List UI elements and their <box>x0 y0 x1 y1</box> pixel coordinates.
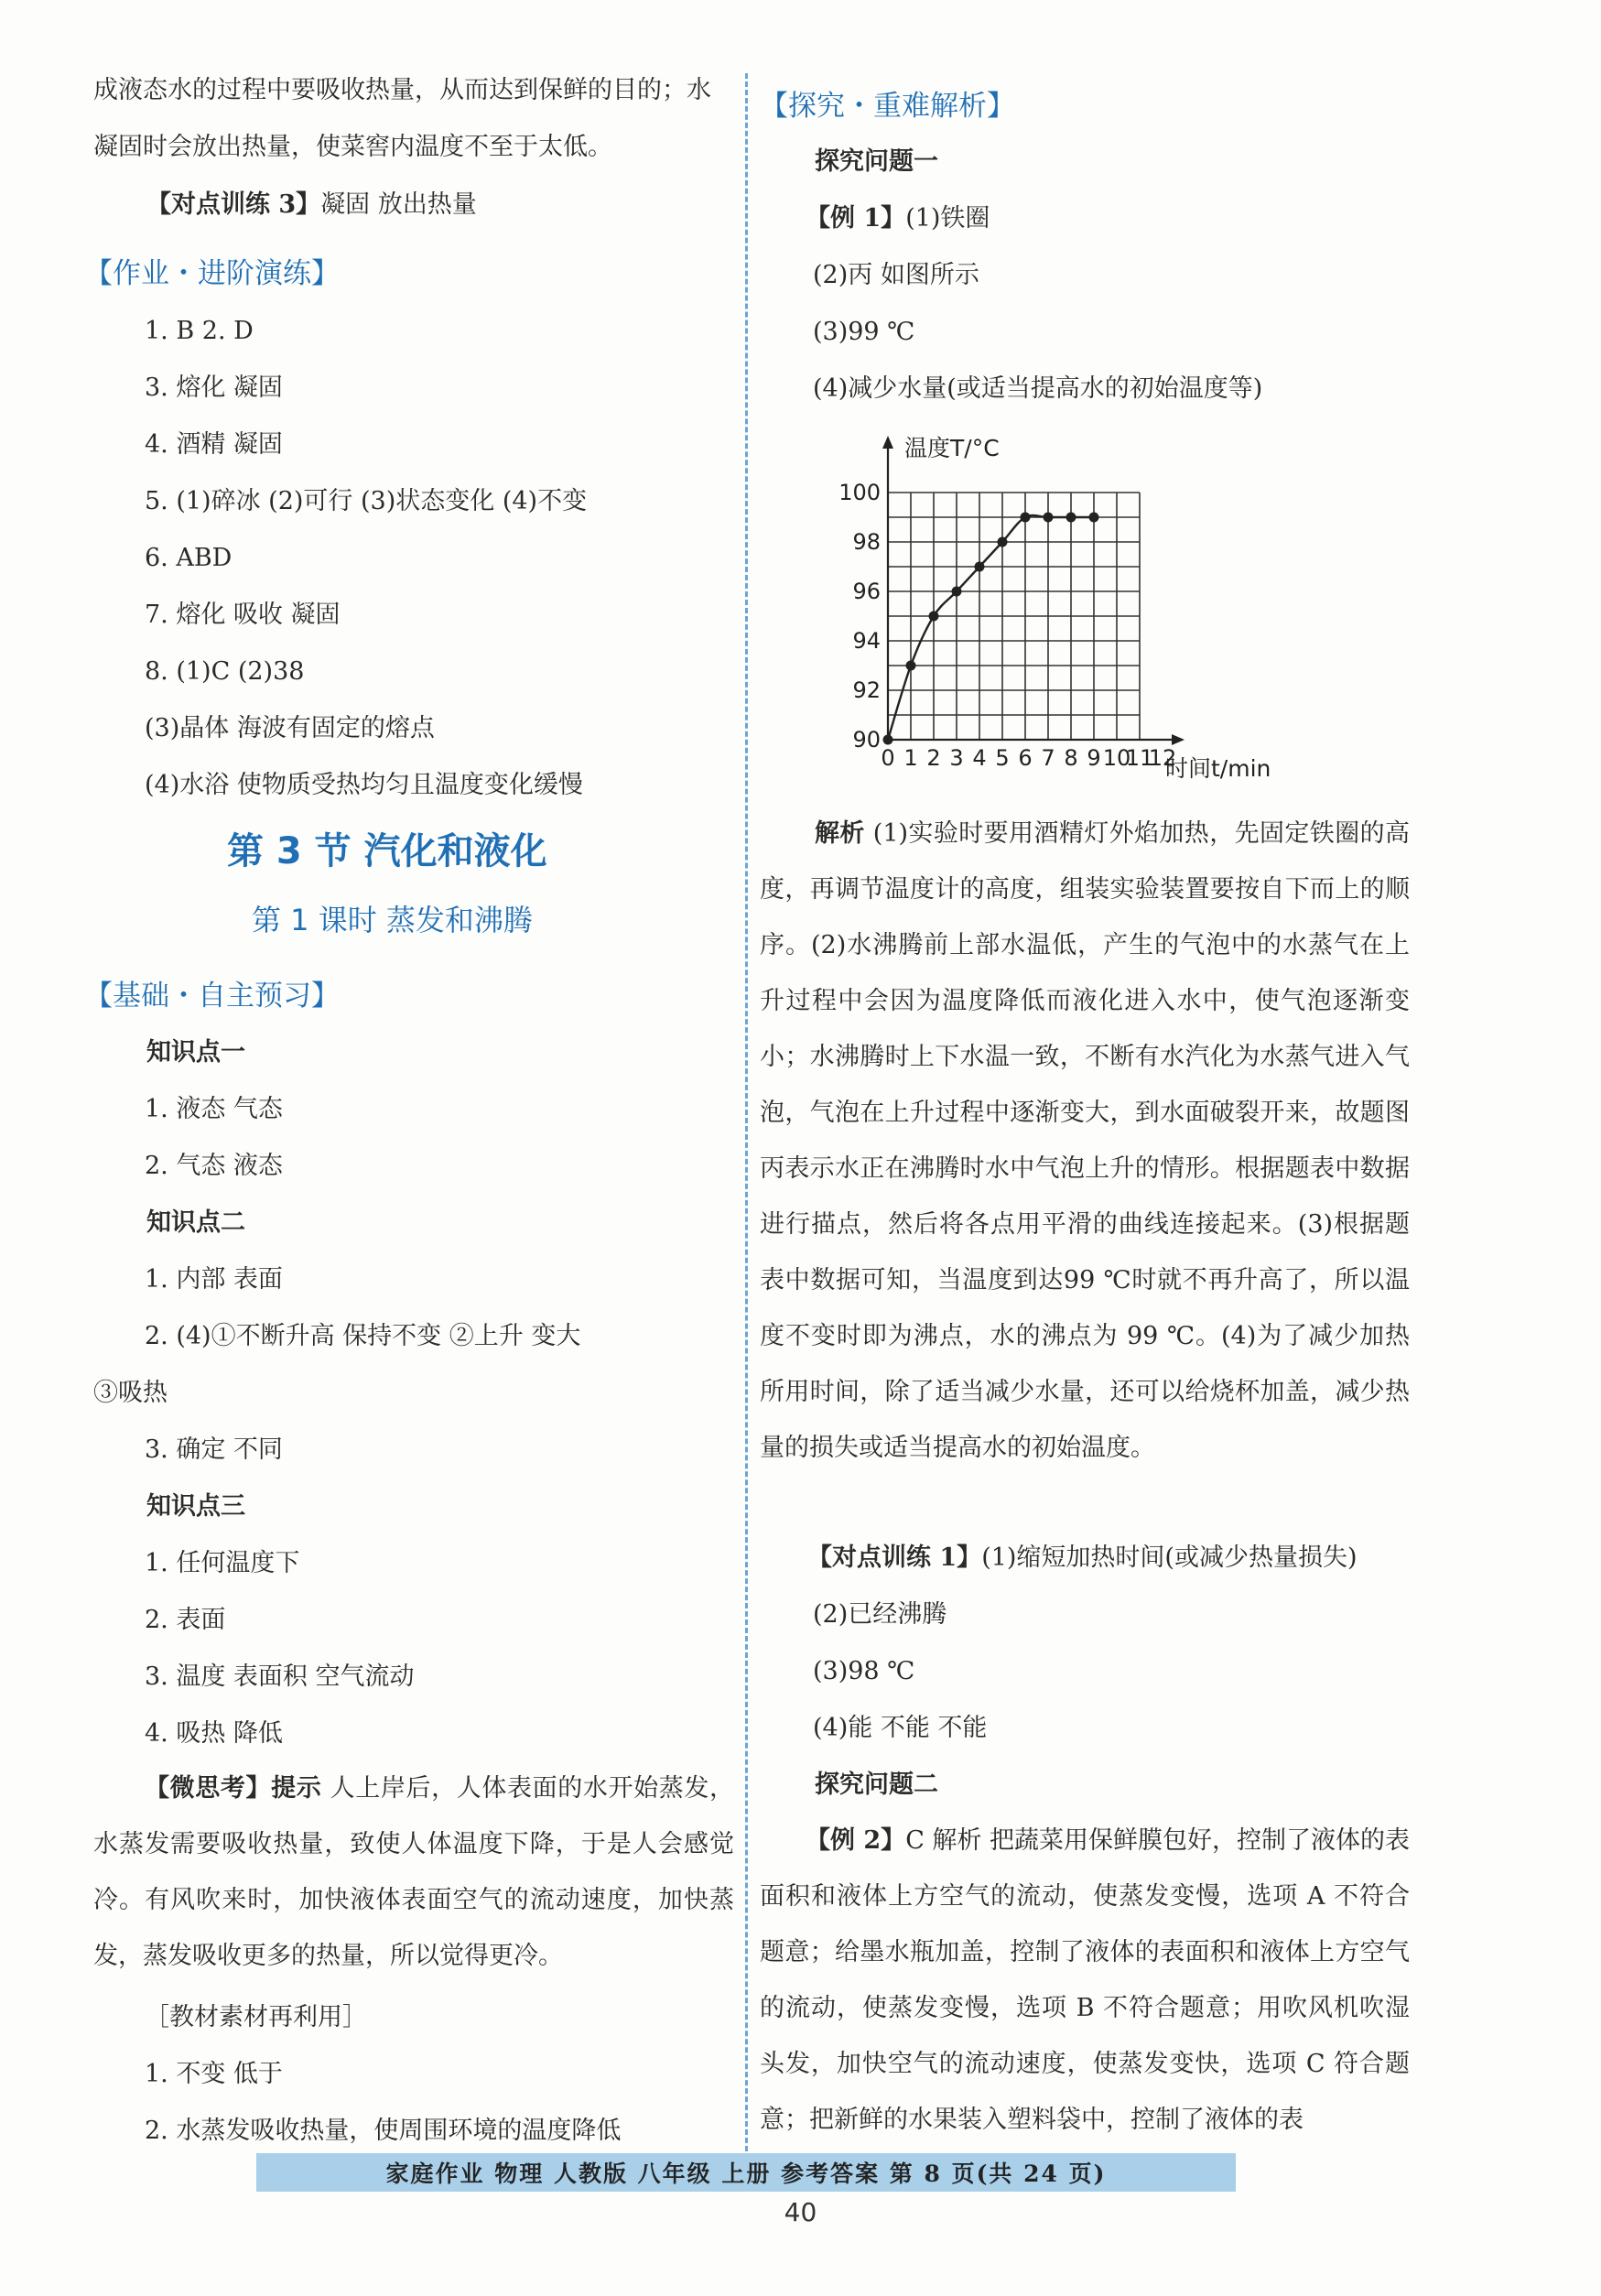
example-1-label: 【例 1】 <box>806 204 906 233</box>
kp-answer: 1. 内部 表面 <box>145 1265 283 1294</box>
x-tick-label: 8 <box>1064 745 1078 771</box>
training-1-answer: (2)已经沸腾 <box>813 1600 947 1629</box>
training-1-answer: (3)98 ℃ <box>813 1657 915 1685</box>
data-point <box>1021 513 1031 523</box>
data-point <box>1066 513 1076 523</box>
knowledge-point-1: 知识点一 <box>146 1038 245 1067</box>
lesson-title: 第 1 课时 蒸发和沸腾 <box>252 903 533 937</box>
knowledge-point-2: 知识点二 <box>146 1208 245 1237</box>
y-tick-label: 92 <box>852 677 881 703</box>
think-paragraph <box>93 1760 734 1984</box>
hw-answer: 3. 熔化 凝固 <box>145 374 283 402</box>
x-tick-label: 6 <box>1018 745 1033 771</box>
kp-answer: 1. 液态 气态 <box>145 1095 283 1123</box>
hw-answer: 5. (1)碎冰 (2)可行 (3)状态变化 (4)不变 <box>145 487 588 515</box>
training-1 <box>807 1543 1358 1574</box>
x-tick-label: 2 <box>926 745 941 771</box>
kp-answer: 4. 吸热 降低 <box>145 1719 283 1748</box>
kp-answer: 3. 温度 表面积 空气流动 <box>145 1662 415 1691</box>
example-1-answer: (1)铁圈 <box>905 204 990 233</box>
y-tick-label: 90 <box>852 727 881 753</box>
page-number: 40 <box>784 2197 817 2227</box>
analysis-label: 解析 <box>815 819 865 848</box>
kp-answer: 3. 确定 不同 <box>145 1435 283 1464</box>
x-axis-arrow <box>1172 734 1185 745</box>
chart-series <box>883 513 1099 745</box>
example-1-answer: (2)丙 如图所示 <box>813 261 979 289</box>
x-tick-label: 1 <box>903 745 918 771</box>
x-axis-label: 时间t/min <box>1165 755 1271 782</box>
hw-answer: 8. (1)C (2)38 <box>145 657 305 686</box>
training-3-answer: 凝固 放出热量 <box>320 190 477 219</box>
data-point <box>929 612 939 622</box>
knowledge-point-3: 知识点三 <box>146 1492 245 1521</box>
section-title: 第 3 节 汽化和液化 <box>227 830 547 872</box>
training-1-answer: (4)能 不能 不能 <box>813 1714 988 1742</box>
x-tick-label: 5 <box>995 745 1010 771</box>
boiling-temperature-chart <box>838 430 1271 787</box>
kp-answer: 1. 任何温度下 <box>145 1549 300 1577</box>
y-tick-label: 100 <box>838 480 881 505</box>
reuse-heading: ［教材素材再利用］ <box>145 2003 367 2031</box>
chart-ticks <box>838 480 1176 771</box>
example-1-answer: (3)99 ℃ <box>813 318 915 346</box>
hw-answer: 1. B 2. D <box>145 317 254 345</box>
preview-heading: 【基础・自主预习】 <box>84 980 340 1013</box>
data-point <box>998 537 1008 547</box>
data-point <box>975 562 985 572</box>
hw-answer: 7. 熔化 吸收 凝固 <box>145 601 341 629</box>
kp-answer: 2. 气态 液态 <box>145 1152 283 1180</box>
series-line <box>888 515 1094 740</box>
y-tick-label: 94 <box>852 628 881 654</box>
analysis-paragraph <box>760 806 1410 1476</box>
training-3 <box>146 190 477 221</box>
data-point <box>883 735 893 745</box>
x-tick-label: 11 <box>1125 745 1154 771</box>
example-2-paragraph <box>760 1813 1410 2148</box>
hw-answer: (4)水浴 使物质受热均匀且温度变化缓慢 <box>145 771 583 799</box>
y-axis-label: 温度T/°C <box>904 435 1000 461</box>
data-point <box>1044 513 1054 523</box>
kp-answer: ③吸热 <box>93 1379 168 1407</box>
data-point <box>952 587 962 597</box>
explore-heading: 【探究・重难解析】 <box>760 90 1015 123</box>
y-axis-arrow <box>882 436 893 449</box>
y-tick-label: 96 <box>852 579 881 604</box>
example-2-label: 【例 2】 <box>806 1826 906 1855</box>
kp-answer: 2. 表面 <box>145 1606 226 1634</box>
training-1-answer: (1)缩短加热时间(或减少热量损失) <box>981 1543 1358 1572</box>
x-tick-label: 9 <box>1087 745 1101 771</box>
x-tick-label: 10 <box>1102 745 1131 771</box>
explore-question-1: 探究问题一 <box>815 147 938 176</box>
reuse-answer: 2. 水蒸发吸收热量，使周围环境的温度降低 <box>145 2117 622 2145</box>
x-tick-label: 3 <box>949 745 964 771</box>
text-line: 凝固时会放出热量，使菜窖内温度不至于太低。 <box>93 133 612 161</box>
training-1-label: 【对点训练 1】 <box>807 1543 982 1572</box>
x-tick-label: 7 <box>1041 745 1055 771</box>
homework-heading: 【作业・进阶演练】 <box>84 257 340 290</box>
think-label: 【微思考】提示 <box>145 1774 322 1803</box>
example-1 <box>806 203 990 234</box>
analysis-text: (1)实验时要用酒精灯外焰加热，先固定铁圈的高度，再调节温度计的高度，组装实验装置要按自下而上的顺序。(2)水沸腾前上部水温低，产生的气泡中的水蒸气在上升过程中会因为温度降低而液化进入水中，使气泡逐渐变小；水沸腾时上下水温一致，不断有水汽化为水蒸气进入气泡，气泡在上升过程中逐渐变大，到水面破裂开来，故题图丙表示水正在沸腾时水中气泡上升的情形。根据题表中数据进行描点，然后将各点用平滑的曲线连接起来。(3)根据题表中数据可知，当温度到达99 ℃时就不再升高了，所以温度不变时即为沸点，水的沸点为 99 ℃。(4)为了减少加热所用时间，除了适当减少水量，还可以给烧杯加盖，减少热量的损失或适当提高水的初始温度。 <box>760 819 1410 1462</box>
x-tick-label: 12 <box>1148 745 1177 771</box>
explore-question-2: 探究问题二 <box>815 1771 938 1799</box>
hw-answer: 4. 酒精 凝固 <box>145 430 283 459</box>
think-text: 人上岸后，人体表面的水开始蒸发，水蒸发需要吸收热量，致使人体温度下降，于是人会感觉冷。有风吹来时，加快液体表面空气的流动速度，加快蒸发，蒸发吸收更多的热量，所以觉得更冷。 <box>93 1774 735 1970</box>
training-3-label: 【对点训练 3】 <box>146 190 321 219</box>
data-point <box>1089 513 1099 523</box>
example-2-text: C 解析 把蔬菜用保鲜膜包好，控制了液体的表面积和液体上方空气的流动，使蒸发变慢，选项 A 不符合题意；给墨水瓶加盖，控制了液体的表面积和液体上方空气的流动，使蒸发变慢，选项 B 不符合题意；用吹风机吹湿头发，加快空气的流动速度，使蒸发变快，选项 C 符合题意；把新鲜的水果装入塑料袋中，控制了液体的表 <box>760 1826 1411 2134</box>
hw-answer: 6. ABD <box>145 544 233 572</box>
reuse-answer: 1. 不变 低于 <box>145 2060 283 2088</box>
data-point <box>906 661 916 671</box>
kp-answer: 2. (4)①不断升高 保持不变 ②上升 变大 <box>145 1322 581 1350</box>
example-1-answer: (4)减少水量(或适当提高水的初始温度等) <box>813 374 1263 403</box>
y-tick-label: 98 <box>852 529 881 555</box>
text-line: 成液态水的过程中要吸收热量，从而达到保鲜的目的；水 <box>93 76 711 104</box>
hw-answer: (3)晶体 海波有固定的熔点 <box>145 714 435 742</box>
column-divider <box>745 73 748 2151</box>
footer-bar: 家庭作业 物理 人教版 八年级 上册 参考答案 第 8 页(共 24 页) <box>256 2153 1236 2192</box>
x-tick-label: 0 <box>881 745 895 771</box>
x-tick-label: 4 <box>972 745 987 771</box>
